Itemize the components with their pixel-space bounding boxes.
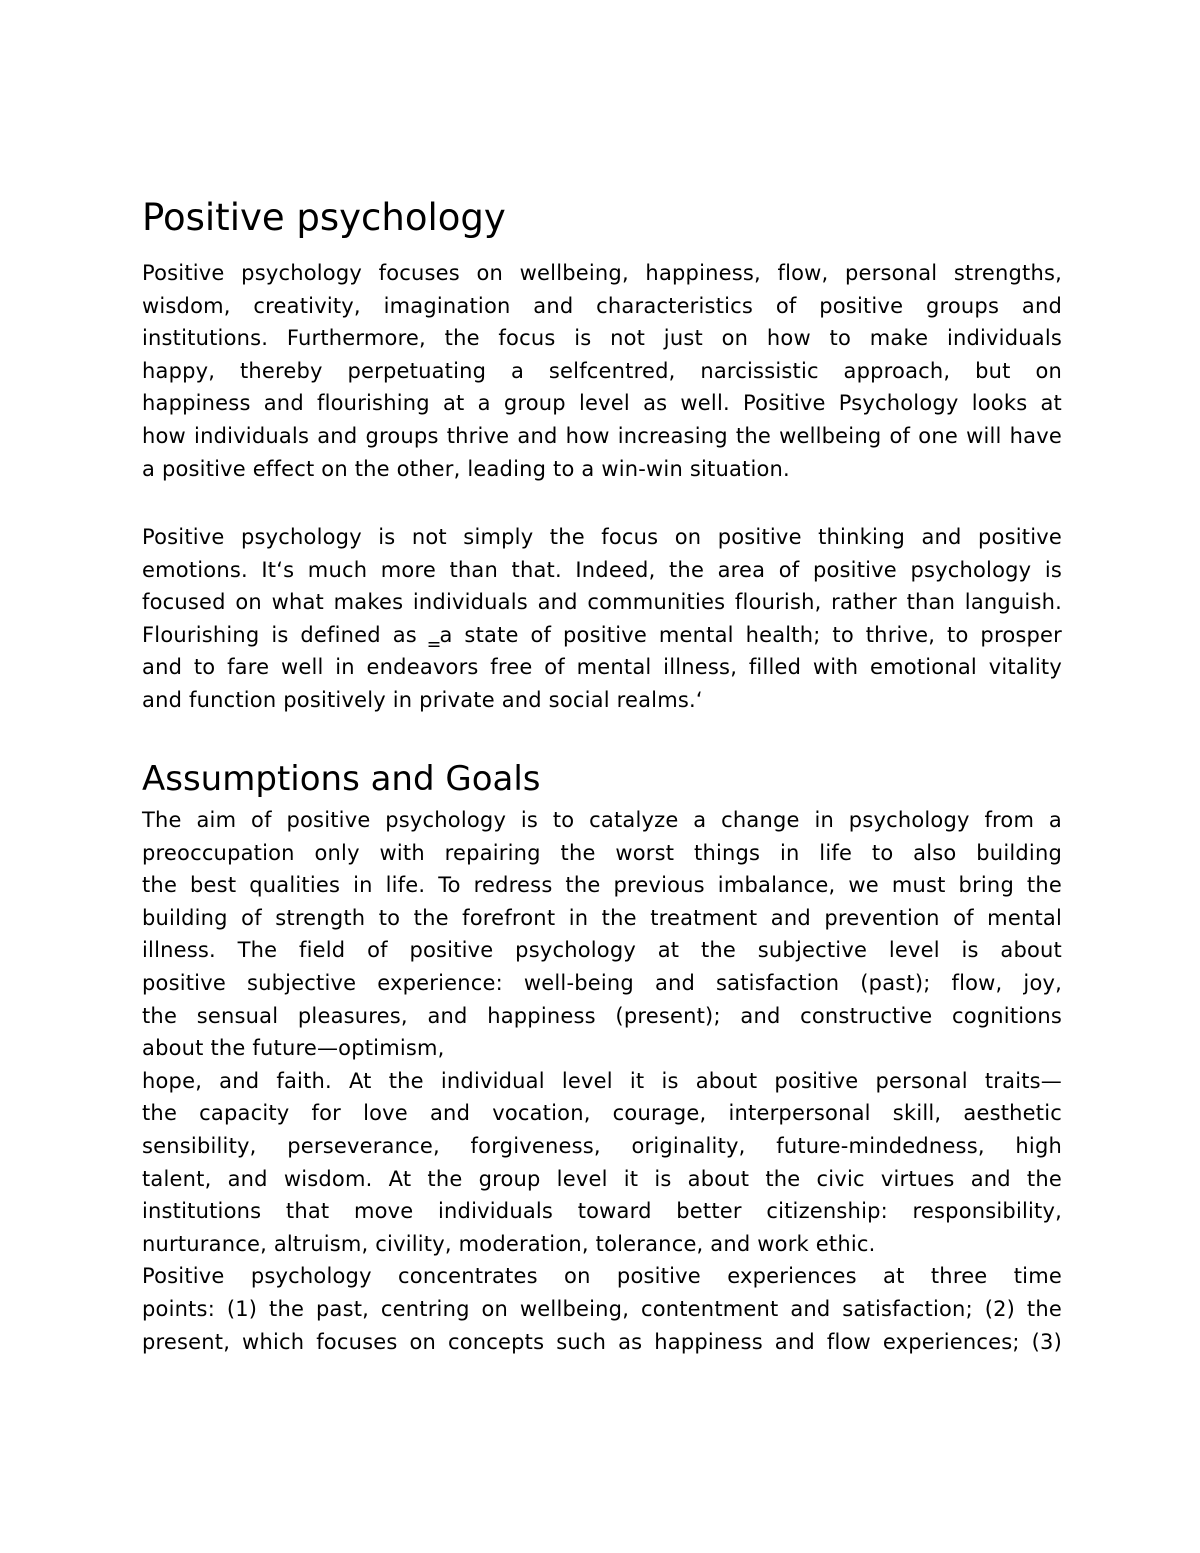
- text-line: a positive effect on the other, leading to a win-win situation.: [142, 456, 790, 481]
- text-line: talent, and wisdom. At the group level it is about the civic virtues and the: [142, 1166, 1062, 1191]
- text-line: illness. The field of positive psychology at the subjective level is about: [142, 938, 1062, 963]
- text-line: nurturance, altruism, civility, moderation, tolerance, and work ethic.: [142, 1231, 876, 1256]
- text-line: about the future—optimism,: [142, 1036, 445, 1061]
- paragraph-intro: [142, 257, 1062, 485]
- text-line: focused on what makes individuals and communities flourish, rather than languish.: [142, 590, 1062, 615]
- text-line: the capacity for love and vocation, courage, interpersonal skill, aesthetic: [142, 1101, 1062, 1126]
- text-line: happiness and flourishing at a group level as well. Positive Psychology looks at: [142, 391, 1062, 416]
- text-line: Flourishing is defined as ‗a state of positive mental health; to thrive, to prosper: [142, 622, 1062, 647]
- text-line: and to fare well in endeavors free of mental illness, filled with emotional vitality: [142, 655, 1062, 680]
- text-line: institutions that move individuals toward better citizenship: responsibility,: [142, 1199, 1062, 1224]
- text-line: building of strength to the forefront in the treatment and prevention of mental: [142, 905, 1062, 930]
- text-line: hope, and faith. At the individual level it is about positive personal traits—: [142, 1068, 1062, 1093]
- text-line: the best qualities in life. To redress the previous imbalance, we must bring the: [142, 873, 1062, 898]
- text-line: emotions. It‘s much more than that. Indeed, the area of positive psychology is: [142, 557, 1062, 582]
- text-line: points: (1) the past, centring on wellbeing, contentment and satisfaction; (2) the: [142, 1296, 1062, 1321]
- text-line: and function positively in private and social realms.‘: [142, 687, 703, 712]
- text-line: institutions. Furthermore, the focus is not just on how to make individuals: [142, 326, 1062, 351]
- text-line: sensibility, perseverance, forgiveness, originality, future-mindedness, high: [142, 1133, 1062, 1158]
- text-line: present, which focuses on concepts such as happiness and flow experiences; (3): [142, 1329, 1062, 1354]
- text-line: wisdom, creativity, imagination and characteristics of positive groups and: [142, 293, 1062, 318]
- text-line: preoccupation only with repairing the worst things in life to also building: [142, 840, 1062, 865]
- text-line: the sensual pleasures, and happiness (present); and constructive cognitions: [142, 1003, 1062, 1028]
- text-line: Positive psychology is not simply the focus on positive thinking and positive: [142, 525, 1062, 549]
- heading-assumptions-goals: Assumptions and Goals: [142, 759, 541, 799]
- text-line: happy, thereby perpetuating a selfcentred, narcissistic approach, but on: [142, 358, 1062, 383]
- text-line: Positive psychology focuses on wellbeing, happiness, flow, personal strengths,: [142, 261, 1062, 285]
- text-line: Positive psychology concentrates on positive experiences at three time: [142, 1264, 1062, 1289]
- paragraph-assumptions: [142, 804, 1062, 1358]
- heading-positive-psychology: Positive psychology: [142, 196, 506, 239]
- text-line: The aim of positive psychology is to catalyze a change in psychology from a: [142, 808, 1062, 832]
- text-line: how individuals and groups thrive and how increasing the wellbeing of one will have: [142, 423, 1062, 448]
- text-line: positive subjective experience: well-being and satisfaction (past); flow, joy,: [142, 970, 1062, 995]
- paragraph-flourishing: [142, 521, 1062, 717]
